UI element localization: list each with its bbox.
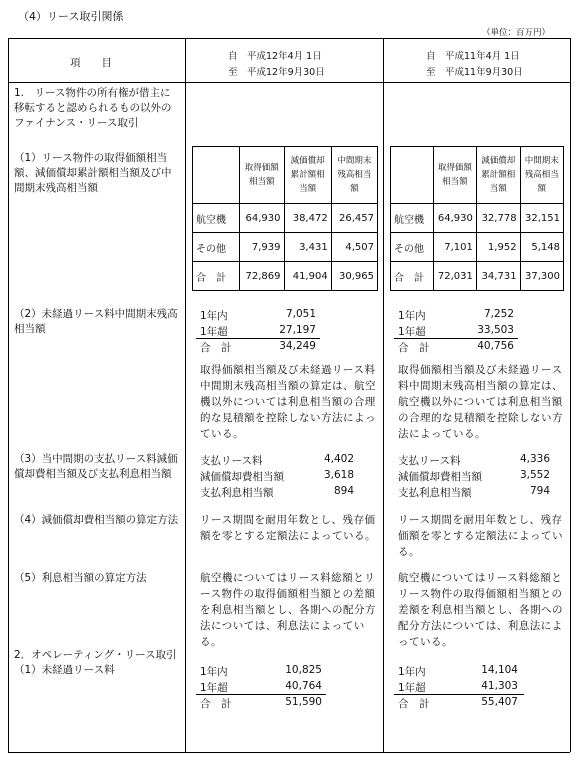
label-unexpired: （2）未経過リース料中間期末残高相当額: [14, 308, 178, 335]
row-label: 航空機: [391, 204, 434, 233]
operating-within-value: 14,104: [481, 664, 518, 676]
column-divider-2: [383, 38, 384, 752]
sum-rule: [394, 694, 524, 695]
unexpired-total-value: 34,249: [279, 340, 316, 352]
table-row: [193, 262, 378, 291]
col-acquisition: 取得価額相当額: [434, 147, 477, 204]
cell: 3,431: [284, 233, 331, 262]
operating-total-label: 合 計: [398, 698, 430, 710]
payments-depreciation-value: 3,552: [519, 469, 550, 481]
sum-rule: [196, 694, 326, 695]
col-acquisition: 取得価額相当額: [240, 147, 285, 204]
label-depreciation-method: （4）減価償却費相当額の算定方法: [14, 514, 179, 526]
unexpired-over-label: 1年超: [398, 326, 426, 338]
label-acquisition: （1）リース物件の取得価額相当額、減価償却累計額相当額及び中間期末残高相当額: [14, 152, 172, 194]
header-current-to: 至 平成12年9月30日: [228, 67, 325, 78]
operating-over-value: 40,764: [285, 680, 322, 692]
cell: 1,952: [476, 233, 520, 262]
acquisition-table-current: [192, 146, 378, 291]
unit-label: （単位：百万円）: [482, 28, 551, 38]
interest-method-prior: 航空機についてはリース料総額とリース物件の取得価額相当額との差額を利息相当額とし、各期への配分方法については、利息法によっている。: [398, 572, 563, 648]
payments-lease-label: 支払リース料: [200, 455, 263, 467]
operating-within-value: 10,825: [285, 664, 322, 676]
cell: 37,300: [520, 262, 563, 291]
cell: 64,930: [240, 204, 285, 233]
label-operating-unexpired: （1）未経過リース料: [14, 664, 115, 676]
cell: 5,148: [520, 233, 563, 262]
table-bottom-border: [8, 752, 570, 753]
label-interest-method: （5）利息相当額の算定方法: [14, 572, 147, 584]
section1-title: 1. リース物件の所有権が借主に移転すると認められるもの以外のファイナンス・リース取引: [14, 87, 172, 129]
unexpired-within-value: 7,252: [483, 308, 514, 320]
operating-over-value: 41,303: [481, 680, 518, 692]
payments-interest-value: 794: [529, 485, 550, 497]
section2-title: 2．オペレーティング・リース取引: [14, 649, 177, 661]
row-label: 合 計: [193, 262, 240, 291]
operating-within-label: 1年内: [398, 666, 426, 678]
unexpired-over-value: 33,503: [477, 324, 514, 336]
unexpired-over-label: 1年超: [200, 326, 228, 338]
acquisition-table-prior: [390, 146, 564, 291]
unexpired-total-label: 合 計: [200, 342, 232, 354]
operating-total-label: 合 計: [200, 698, 232, 710]
cell: 72,031: [434, 262, 477, 291]
row-label: その他: [193, 233, 240, 262]
row-label: 合 計: [391, 262, 434, 291]
table-left-border: [8, 38, 9, 752]
interest-method-current: 航空機についてはリース料総額とリース物件の取得価額相当額との差額を利息相当額とし、各期への配分方法については、利息法によっている。: [200, 572, 376, 648]
row-label: その他: [391, 233, 434, 262]
col-ending-balance: 中間期末残高相当額: [331, 147, 377, 204]
table-row: [193, 204, 378, 233]
payments-depreciation-label: 減価償却費相当額: [398, 471, 482, 483]
header-prior-from: 自 平成11年4月 1日: [426, 51, 520, 62]
operating-total-value: 55,407: [481, 696, 518, 708]
header-item: 項 目: [70, 57, 112, 69]
col-accumulated: 減価償却累計額相当額: [284, 147, 331, 204]
header-current-from: 自 平成12年4月 1日: [228, 51, 322, 62]
section-title: （4）リース取引関係: [18, 10, 124, 23]
table-row: [193, 233, 378, 262]
payments-lease-value: 4,402: [323, 453, 354, 465]
operating-over-label: 1年超: [398, 682, 426, 694]
unexpired-within-value: 7,051: [285, 308, 316, 320]
header-prior-to: 至 平成11年9月30日: [426, 67, 523, 78]
cell: 32,151: [520, 204, 563, 233]
unexpired-over-value: 27,197: [279, 324, 316, 336]
operating-within-label: 1年内: [200, 666, 228, 678]
payments-interest-label: 支払利息相当額: [200, 487, 274, 499]
payments-lease-label: 支払リース料: [398, 455, 461, 467]
unexpired-within-label: 1年内: [200, 310, 228, 322]
corner-cell: [193, 147, 240, 204]
table-header-border: [8, 82, 570, 83]
depreciation-method-prior: リース期間を耐用年数とし、残存価額を零とする定額法によっている。: [398, 514, 563, 558]
col-ending-balance: 中間期末残高相当額: [520, 147, 563, 204]
cell: 30,965: [331, 262, 377, 291]
cell: 4,507: [331, 233, 377, 262]
payments-depreciation-label: 減価償却費相当額: [200, 471, 284, 483]
cell: 34,731: [476, 262, 520, 291]
payments-interest-label: 支払利息相当額: [398, 487, 472, 499]
payments-interest-value: 894: [333, 485, 354, 497]
cell: 7,101: [434, 233, 477, 262]
cell: 64,930: [434, 204, 477, 233]
unexpired-total-label: 合 計: [398, 342, 430, 354]
operating-over-label: 1年超: [200, 682, 228, 694]
calculation-note-prior: 取得価額相当額及び未経過リース料中間期末残高相当額の算定は、航空機以外については利息相当額の合理的な見積額を控除しない方法によっている。: [398, 364, 563, 440]
corner-cell: [391, 147, 434, 204]
cell: 32,778: [476, 204, 520, 233]
table-row: [391, 262, 564, 291]
row-label: 航空機: [193, 204, 240, 233]
operating-total-value: 51,590: [285, 696, 322, 708]
payments-depreciation-value: 3,618: [323, 469, 354, 481]
cell: 41,904: [284, 262, 331, 291]
label-payments: （3）当中間期の支払リース料減価償却費相当額及び支払利息相当額: [14, 453, 178, 480]
table-row: [391, 233, 564, 262]
unexpired-total-value: 40,756: [477, 340, 514, 352]
col-accumulated: 減価償却累計額相当額: [476, 147, 520, 204]
depreciation-method-current: リース期間を耐用年数とし、残存価額を零とする定額法によっている。: [200, 514, 376, 542]
table-top-border: [8, 38, 570, 39]
unexpired-within-label: 1年内: [398, 310, 426, 322]
sum-rule: [394, 338, 518, 339]
sum-rule: [196, 338, 320, 339]
calculation-note-current: 取得価額相当額及び未経過リース料中間期末残高相当額の算定は、航空機以外については利息相当額の合理的な見積額を控除しない方法によっている。: [200, 364, 376, 440]
column-divider-1: [185, 38, 186, 752]
cell: 72,869: [240, 262, 285, 291]
table-right-border: [570, 38, 571, 752]
payments-lease-value: 4,336: [519, 453, 550, 465]
cell: 38,472: [284, 204, 331, 233]
cell: 26,457: [331, 204, 377, 233]
cell: 7,939: [240, 233, 285, 262]
table-row: [391, 204, 564, 233]
